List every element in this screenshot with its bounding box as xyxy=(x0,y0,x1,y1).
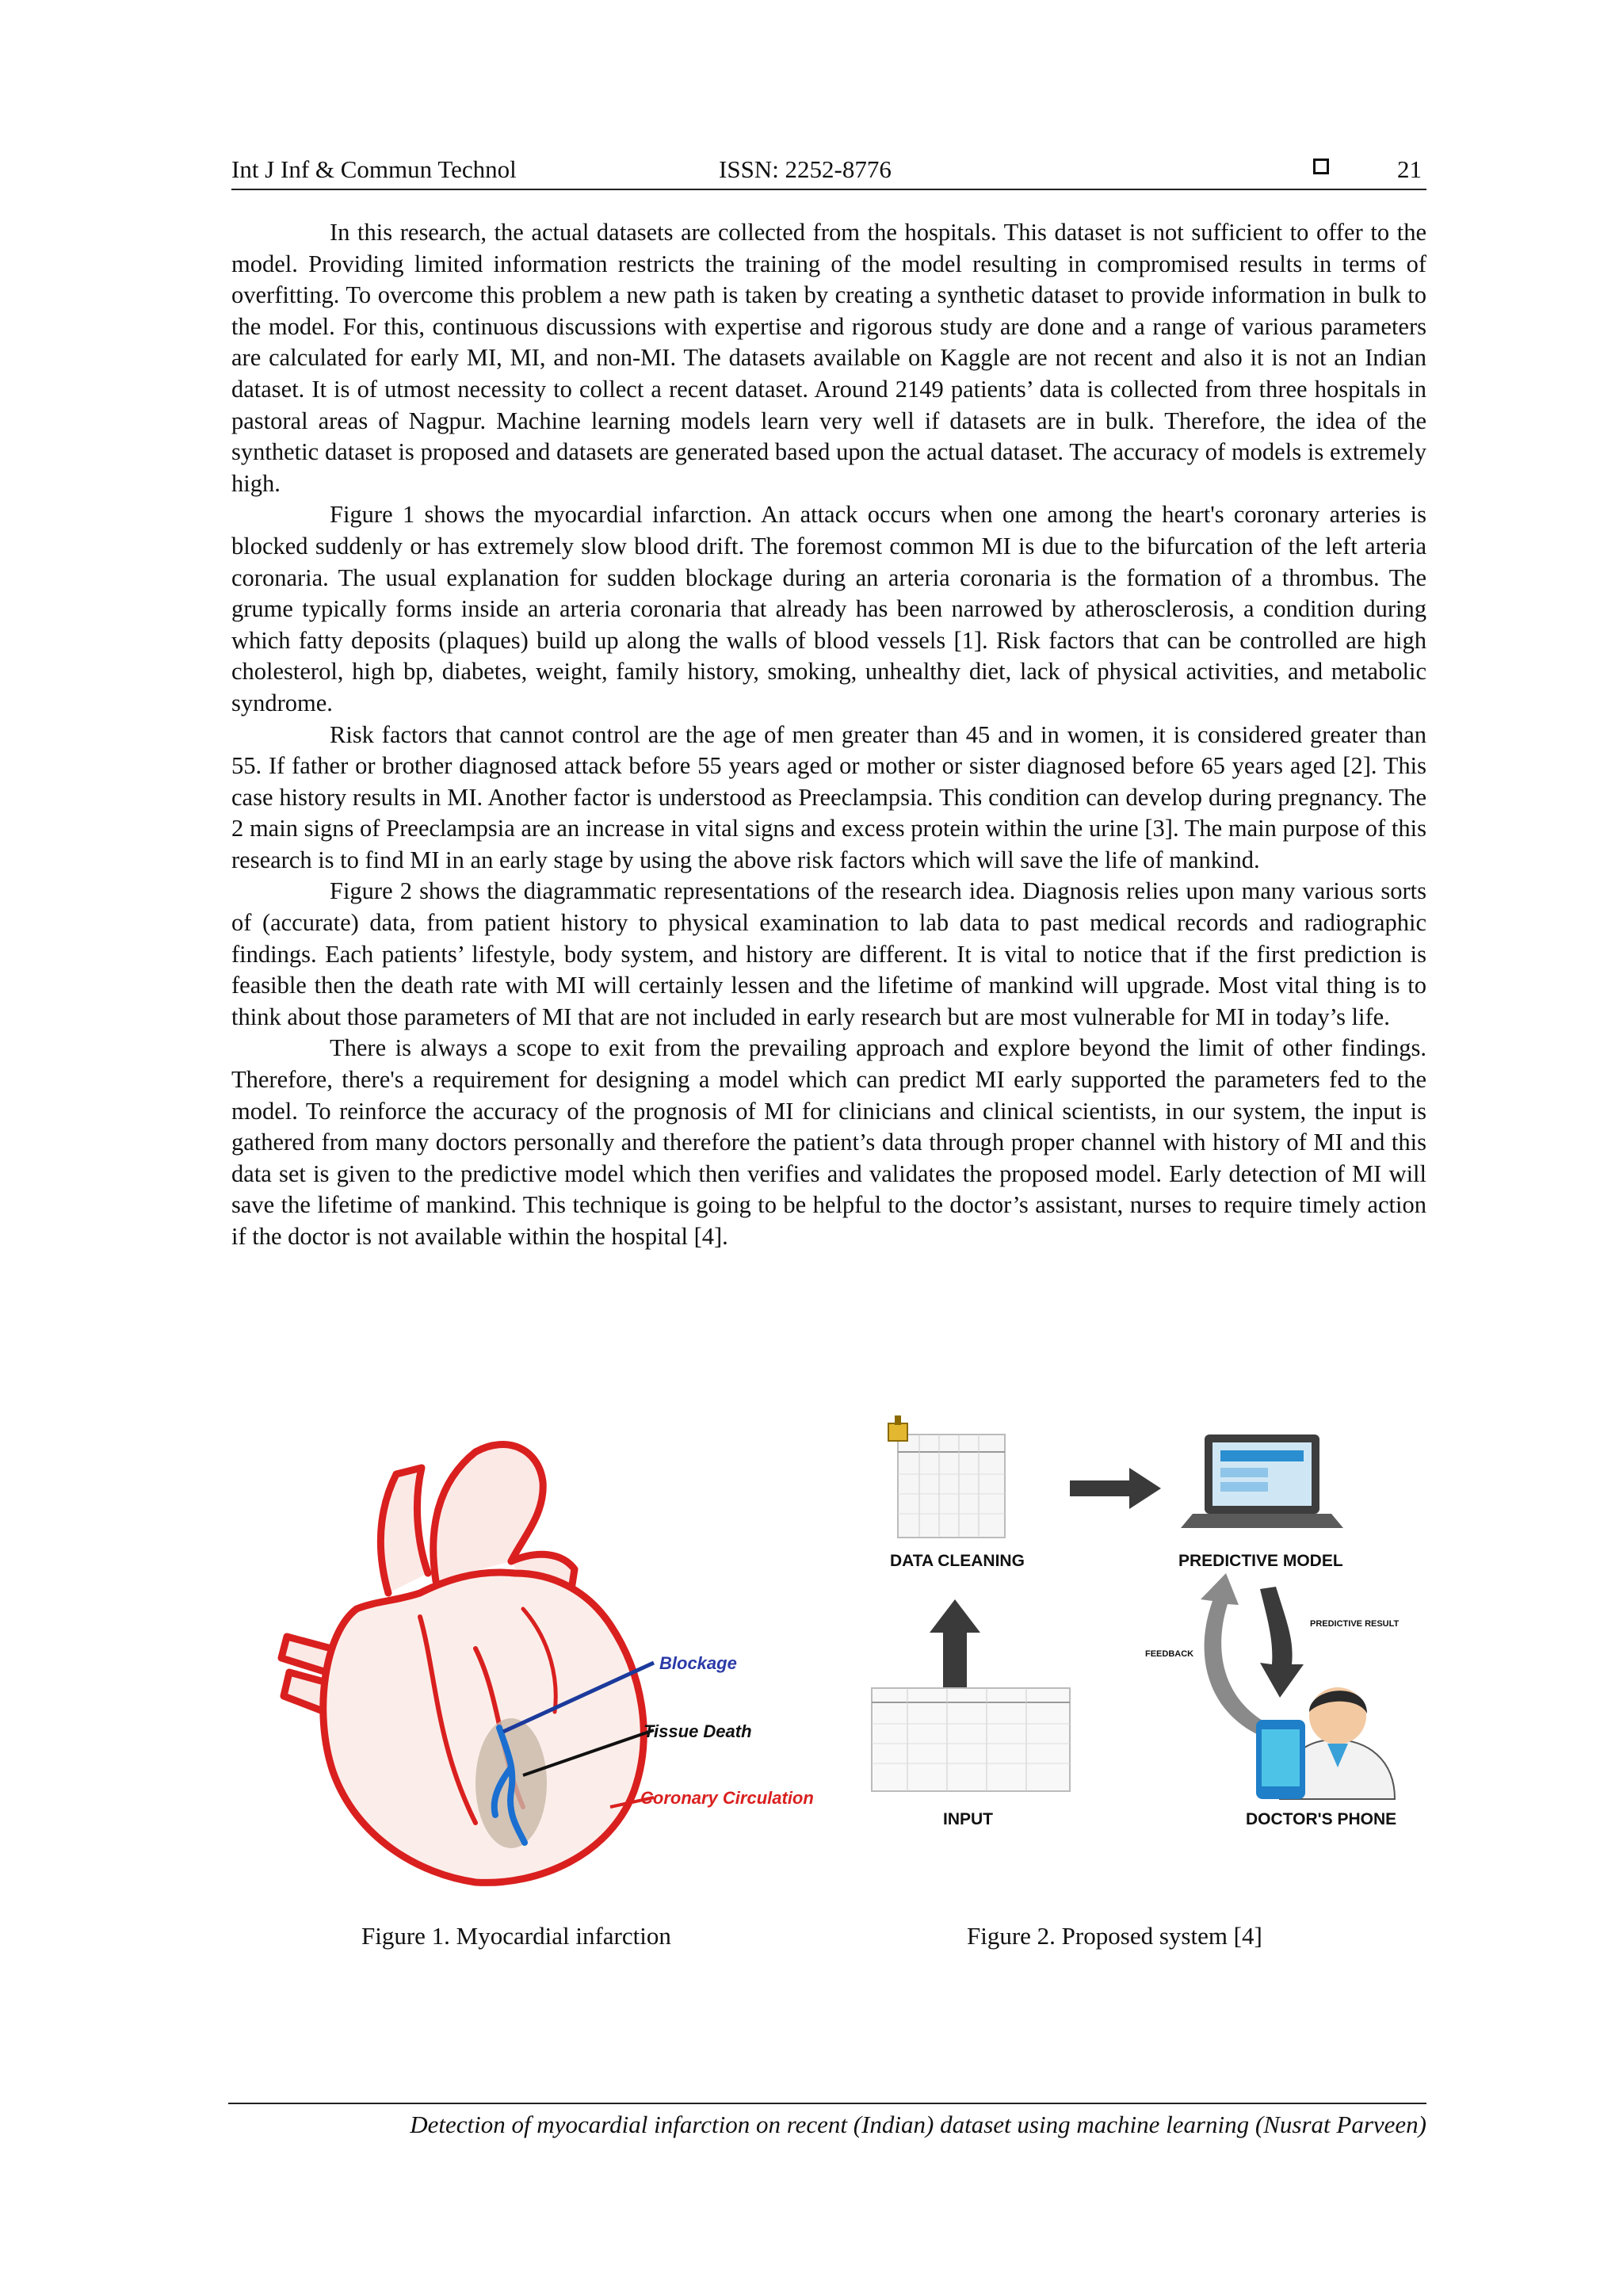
input-sheet-icon xyxy=(872,1688,1070,1791)
coronary-circulation-label: Coronary Circulation xyxy=(640,1788,814,1808)
feedback-arrow-icon xyxy=(1201,1573,1268,1736)
paragraph: Risk factors that cannot control are the age of men greater than 45 and in women, it is considered greater than 55. If father or brother diagnosed attack before 55 years aged or mother or sister diagnosed before 65 years aged [2]. This case history results in MI. Another factor is understood as Preeclampsia. This condition can develop during pregnancy. The 2 main signs of Preeclampsia are an increase in vital signs and excess protein within the urine [3]. The main purpose of this research is to find MI in an early stage by using the above risk factors which will save the life of mankind. xyxy=(231,720,1426,873)
paragraph: There is always a scope to exit from the prevailing approach and explore beyond the limit of other findings. Therefore, there's a requirement for designing a model which can predict MI early supported the parameters fed to the model. To reinforce the accuracy of the prognosis of MI for clinicians and clinical scientists, in our system, the input is gathered from many doctors personally and therefore the patient’s data through proper channel with history of MI and this data set is given to the predictive model which then verifies and validates the proposed model. Early detection of MI will save the lifetime of mankind. This technique is going to be helpful to the doctor’s assistant, nurses to require timely action if the doctor is not available within the hospital [4]. xyxy=(231,1034,1426,1250)
input-label: INPUT xyxy=(943,1810,993,1828)
paragraph: Figure 2 shows the diagrammatic representations of the research idea. Diagnosis relies upon many various sorts of (accurate) data, from patient history to physical examination to lab data to past medical records and radiographic findings. Each patients’ lifestyle, body system, and history are different. It is vital to notice that if the first prediction is feasible then the death rate with MI will certainly lessen and the lifetime of mankind will upgrade. Most vital thing is to think about those parameters of MI that are not included in early research but are most vulnerable for MI in today’s life. xyxy=(231,877,1426,1030)
figure-2-system-diagram xyxy=(860,1403,1438,1847)
paragraph: Figure 1 shows the myocardial infarction. An attack occurs when one among the heart's coronary arteries is blocked suddenly or has extremely slow blood drift. The foremost common MI is due to the bifurcation of the left arteria coronaria. The usual explanation for sudden blockage during an arteria coronaria is the formation of a thrombus. The grume typically forms inside an arteria coronaria that already has been narrowed by atherosclerosis, a condition during which fatty deposits (plaques) build up along the walls of blood vessels [1]. Risk factors that can be controlled are high cholesterol, high bp, diabetes, weight, family history, smoking, unhealthy diet, lack of physical activities, and metabolic syndrome. xyxy=(231,501,1426,716)
paragraph: In this research, the actual datasets are collected from the hospitals. This dataset is not sufficient to offer to the model. Providing limited information restricts the training of the model resulting in compromised results in terms of overfitting. To overcome this problem a new path is taken by creating a synthetic dataset to provide information in bulk to the model. For this, continuous discussions with expertise and rigorous study are done and a range of various parameters are calculated for early MI, MI, and non-MI. The datasets available on Kaggle are not recent and also it is not an Indian dataset. It is of utmost necessity to collect a recent dataset. Around 2149 patients’ data is collected from three hospitals in pastoral areas of Nagpur. Machine learning models learn very well if datasets are in bulk. Therefore, the idea of the synthetic dataset is proposed and datasets are generated based upon the actual dataset. The accuracy of models is extremely high. xyxy=(231,219,1426,497)
figure-2-caption: Figure 2. Proposed system [4] xyxy=(967,1922,1262,1950)
figure-1-heart xyxy=(238,1411,824,1886)
blockage-label: Blockage xyxy=(659,1653,737,1673)
doctors-phone-label: DOCTOR'S PHONE xyxy=(1246,1810,1397,1828)
heart-drawing xyxy=(281,1445,643,1883)
page-header xyxy=(231,155,1426,190)
arrow-right-icon xyxy=(1070,1468,1161,1509)
square-bullet-icon xyxy=(1313,159,1329,174)
footer-rule xyxy=(228,2103,1426,2104)
feedback-label: FEEDBACK xyxy=(1145,1649,1194,1659)
arrow-down-icon xyxy=(1260,1587,1304,1698)
laptop-icon xyxy=(1181,1435,1343,1528)
figure-1-caption: Figure 1. Myocardial infarction xyxy=(361,1922,671,1950)
tissue-death-label: Tissue Death xyxy=(643,1721,752,1741)
doctor-phone-icon xyxy=(1256,1687,1395,1799)
body-text xyxy=(231,217,1426,1253)
journal-name: Int J Inf & Commun Technol xyxy=(231,155,517,183)
page-footer: Detection of myocardial infarction on recent (Indian) dataset using machine learning (Nusrat Parveen) xyxy=(410,2111,1426,2138)
data-cleaning-sheet-icon xyxy=(888,1415,1005,1538)
issn: ISSN: 2252-8776 xyxy=(719,155,892,183)
page-number: 21 xyxy=(1397,155,1422,183)
predictive-model-label: PREDICTIVE MODEL xyxy=(1178,1552,1343,1570)
predictive-result-label: PREDICTIVE RESULT xyxy=(1310,1619,1400,1629)
data-cleaning-label: DATA CLEANING xyxy=(890,1552,1025,1570)
